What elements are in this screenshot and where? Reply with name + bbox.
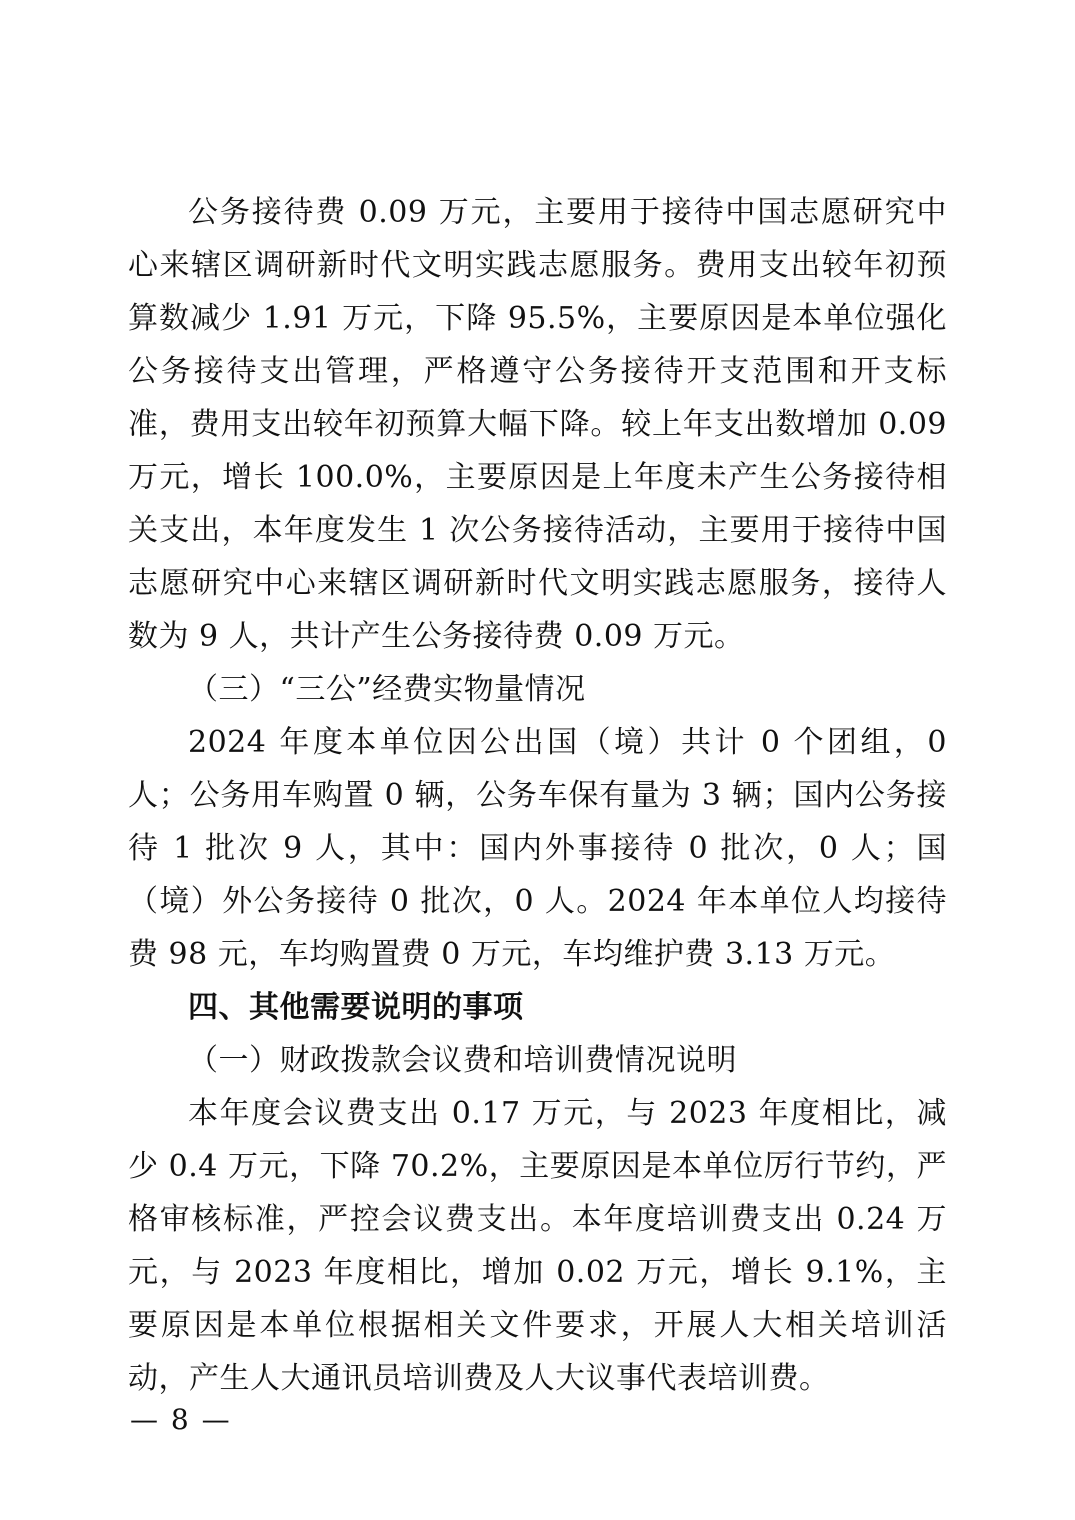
page-footer bbox=[130, 1400, 232, 1440]
page-number: — 8 — bbox=[130, 1403, 232, 1436]
document-body bbox=[128, 186, 947, 1405]
paragraph-official-reception-expense: 公务接待费 0.09 万元，主要用于接待中国志愿研究中心来辖区调研新时代文明实践志愿服务。费用支出较年初预算数减少 1.91 万元，下降 95.5%，主要原因是本单位强化公务接待支出管理，严格遵守公务接待开支范围和开支标准，费用支出较年初预算大幅下降。较上年支出数增加 0.09 万元，增长 100.0%，主要原因是上年度未产生公务接待相关支出，本年度发生 1 次公务接待活动，主要用于接待中国志愿研究中心来辖区调研新时代文明实践志愿服务，接待人数为 9 人，共计产生公务接待费 0.09 万元。 bbox=[128, 195, 947, 654]
heading-other-matters: 四、其他需要说明的事项 bbox=[188, 991, 524, 1024]
paragraph-meeting-and-training-fee-details: 本年度会议费支出 0.17 万元，与 2023 年度相比，减少 0.4 万元，下降 70.2%，主要原因是本单位厉行节约，严格审核标准，严控会议费支出。本年度培训费支出 0.24 万元，与 2023 年度相比，增加 0.02 万元，增长 9.1%，主要原因是本单位根据相关文件要求，开展人大相关培训活动，产生人大通讯员培训费及人大议事代表培训费。 bbox=[128, 1096, 947, 1396]
heading-meeting-and-training-fee-note: （一）财政拨款会议费和培训费情况说明 bbox=[188, 1043, 737, 1078]
paragraph-physical-quantity-details: 2024 年度本单位因公出国（境）共计 0 个团组，0 人；公务用车购置 0 辆，公务车保有量为 3 辆；国内公务接待 1 批次 9 人，其中：国内外事接待 0 批次，0 人；国（境）外公务接待 0 批次，0 人。2024 年本单位人均接待费 98 元，车均购置费 0 万元，车均维护费 3.13 万元。 bbox=[128, 725, 947, 972]
heading-three-public-expense-physical-quantity: （三）“三公”经费实物量情况 bbox=[188, 672, 586, 707]
